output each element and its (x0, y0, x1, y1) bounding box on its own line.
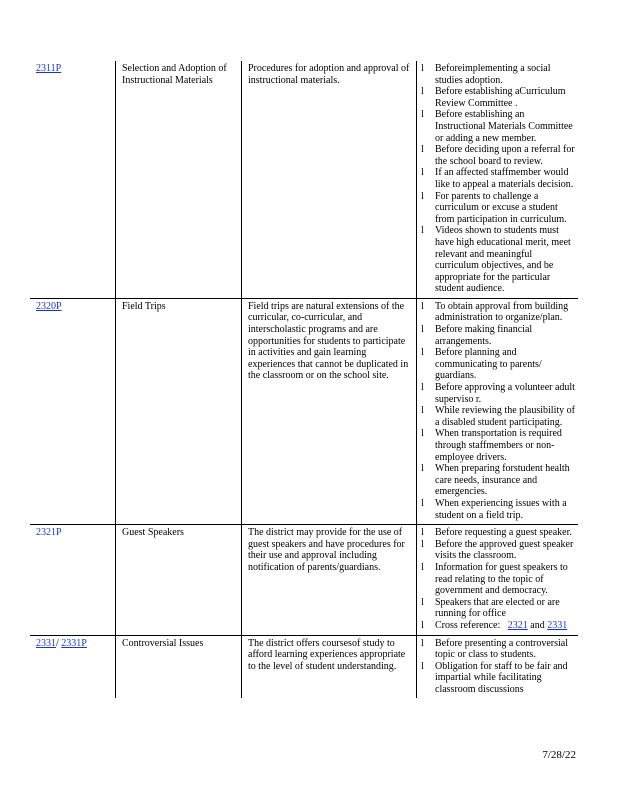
bullet-icon: l (421, 86, 424, 98)
bullet-icon: l (421, 637, 424, 649)
policy-code-link[interactable]: 2320P (36, 300, 62, 312)
bullet-icon: l (421, 619, 424, 631)
list-item: l Before approving a volunteer adult superviso r. (421, 382, 575, 405)
list-item: l When transportation is required through staffmembers or non-employee drivers. (421, 428, 562, 463)
list-item: l Videos shown to students must have high educational merit, meet relevant and meaningful curriculum objectives, and be appropriate for the particular student audience. (421, 225, 571, 295)
bullet-icon: l (421, 428, 424, 440)
list-item: l Before establishing aCurriculum Review Committee . (421, 86, 566, 109)
list-item: l Before planning and communicating to parents/ guardians. (421, 347, 542, 382)
bullet-list (421, 63, 576, 295)
bullet-icon: l (421, 347, 424, 359)
list-item: l Obligation for staff to be fair and impartial while facilitating classroom discussions (421, 660, 568, 695)
bullet-icon: l (421, 324, 424, 336)
list-item: l For parents to challenge a curriculum or excuse a student from participation in curriculum. (421, 190, 567, 225)
policy-code-link[interactable]: 2331 (36, 637, 56, 649)
bullet-icon: l (421, 660, 424, 672)
policy-code-cell: 2331/ 2331P (36, 637, 87, 649)
table-row (30, 61, 578, 299)
bullet-list (421, 301, 576, 521)
list-item: l Speakers that are elected or are running for office (421, 596, 560, 620)
bullet-icon: l (421, 109, 424, 121)
bullet-icon: l (421, 225, 424, 237)
list-item: l Information for guest speakers to read relating to the topic of government and democracy. (421, 561, 568, 597)
cross-reference: l Cross reference: 2321 and 2331 (421, 619, 568, 631)
list-item: l Beforeimplementing a social studies adoption. (421, 63, 551, 86)
policy-title: Controversial Issues (115, 636, 241, 699)
bullet-icon: l (421, 167, 424, 179)
policy-code-link[interactable]: 2331P (61, 637, 87, 649)
cross-reference-link-2331[interactable]: 2331 (547, 619, 568, 631)
list-item: l Before deciding upon a referral for the school board to review. (421, 144, 575, 167)
page-date: 7/28/22 (542, 749, 576, 761)
list-item: l Before establishing an Instructional Materials Committee or adding a new member. (421, 109, 573, 144)
policy-title: Selection and Adoption of Instructional Materials (115, 61, 241, 298)
policy-code-cell (30, 299, 115, 524)
bullet-icon: l (421, 382, 424, 394)
policy-code-cell (30, 525, 115, 634)
bullet-icon: l (421, 63, 424, 74)
policy-code-cell (30, 61, 115, 298)
list-item: l Before requesting a guest speaker. (421, 527, 572, 539)
policy-description: Field trips are natural extensions of the curricular, co-curricular, and interscholastic programs and are opportunities for students to participate in activities and gain learning experiences that cannot be duplicated in the classroom or on the school site. (241, 299, 416, 524)
policy-title: Guest Speakers (115, 525, 241, 634)
bullet-list (421, 527, 576, 631)
bullet-icon: l (421, 144, 424, 156)
procedures-table (30, 61, 578, 698)
bullet-icon: l (421, 596, 424, 608)
when-to-use-list-cell (416, 61, 578, 298)
policy-title: Field Trips (115, 299, 241, 524)
policy-description: Procedures for adoption and approval of instructional materials. (241, 61, 416, 298)
table-row (30, 636, 578, 699)
bullet-icon: l (421, 405, 424, 417)
bullet-icon: l (421, 497, 424, 509)
list-item: l While reviewing the plausibility of a disabled student participating. (421, 405, 575, 428)
bullet-icon: l (421, 190, 424, 202)
list-item: l If an affected staffmember would like to appeal a materials decision. (421, 167, 574, 190)
when-to-use-list-cell (416, 636, 578, 699)
list-item: l To obtain approval from building administration to organize/plan. (421, 300, 569, 324)
when-to-use-list-cell (416, 525, 578, 634)
bullet-icon: l (421, 300, 424, 312)
bullet-icon: l (421, 561, 424, 573)
bullet-icon: l (421, 538, 424, 550)
table-row (30, 525, 578, 635)
table-row (30, 299, 578, 525)
list-item: l When preparing forstudent health care needs, insurance and emergencies. (421, 463, 570, 498)
bullet-icon: l (421, 463, 424, 475)
list-item: l Before making financial arrangements. (421, 324, 533, 347)
bullet-list (421, 638, 576, 696)
policy-description: The district may provide for the use of guest speakers and have procedures for their use and approval including notification of parents/guardians. (241, 525, 416, 634)
policy-code-link[interactable]: 2311P (36, 63, 62, 74)
list-item: l Before the approved guest speaker visits the classroom. (421, 538, 574, 562)
bullet-icon: l (421, 527, 424, 539)
when-to-use-list-cell (416, 299, 578, 524)
cross-reference-link-2321[interactable]: 2321 (507, 619, 528, 631)
policy-code: 2321P (36, 527, 62, 539)
list-item: l Before presenting a controversial topic or class to students. (421, 637, 569, 661)
policy-description: The district offers coursesof study to afford learning experiences appropriate to the level of student understanding. (241, 636, 416, 699)
list-item: l When experiencing issues with a student on a field trip. (421, 497, 567, 521)
